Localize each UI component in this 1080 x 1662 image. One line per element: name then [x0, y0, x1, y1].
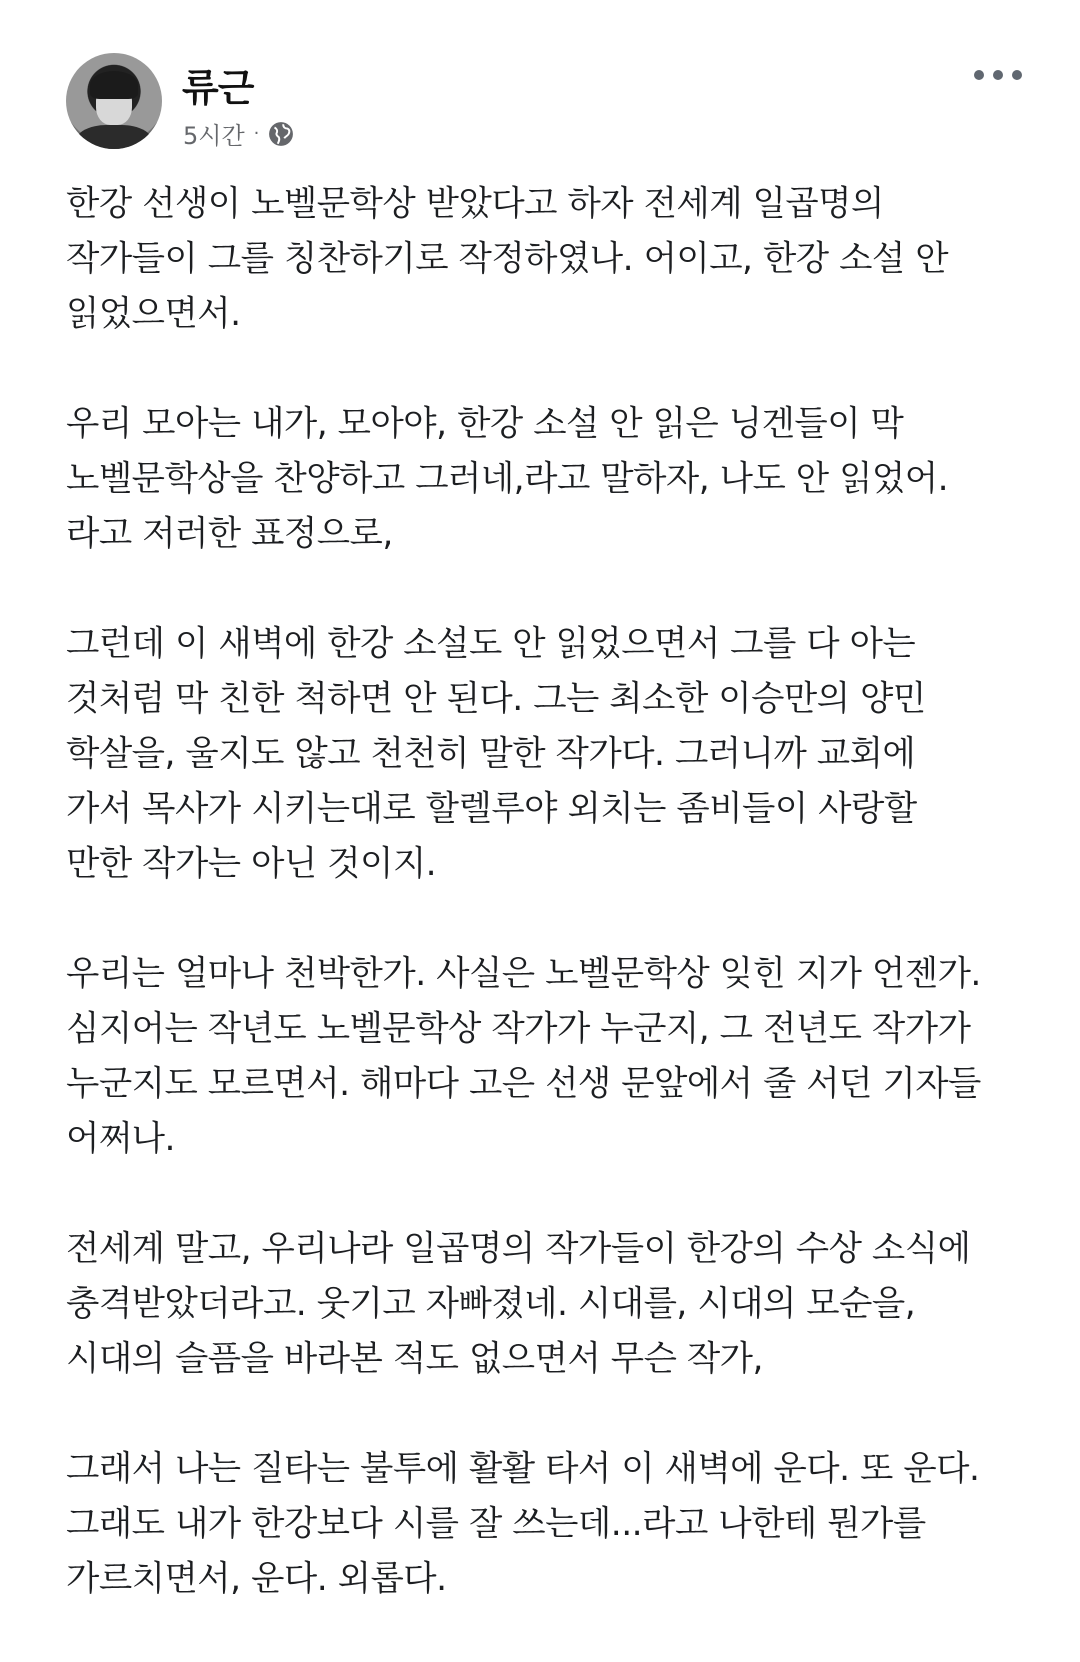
author-name[interactable]: 류근 — [182, 66, 254, 110]
globe-icon[interactable] — [268, 121, 294, 147]
post-text-line: 가서 목사가 시키는대로 할렐루야 외치는 좀비들이 사랑할 — [66, 789, 917, 829]
post-text-line: 충격받았더라고. 웃기고 자빠졌네. 시대를, 시대의 모순을, — [66, 1284, 916, 1324]
post-text-line: 누군지도 모르면서. 해마다 고은 선생 문앞에서 줄 서던 기자들 — [66, 1064, 981, 1104]
post-text-line: 심지어는 작년도 노벨문학상 작가가 누군지, 그 전년도 작가가 — [66, 1009, 971, 1049]
avatar[interactable] — [66, 53, 162, 149]
post-text-line: 읽었으면서. — [66, 294, 241, 334]
post-paragraph — [66, 177, 1026, 342]
post-meta — [183, 116, 294, 151]
post-text-line: 만한 작가는 아닌 것이지. — [66, 844, 437, 884]
post-paragraph — [66, 947, 1026, 1167]
post-text-line: 그래서 나는 질타는 불투에 활활 타서 이 새벽에 운다. 또 운다. — [66, 1449, 980, 1489]
more-dot — [1012, 70, 1022, 80]
post-text-line: 것처럼 막 친한 척하면 안 된다. 그는 최소한 이승만의 양민 — [66, 679, 926, 719]
post-header — [66, 53, 1026, 153]
post-time[interactable]: 5시간 — [183, 122, 245, 150]
post-text-line: 학살을, 울지도 않고 천천히 말한 작가다. 그러니까 교회에 — [66, 734, 916, 774]
post-text-line: 우리는 얼마나 천박한가. 사실은 노벨문학상 잊힌 지가 언젠가. — [66, 954, 981, 994]
meta-separator: · — [253, 123, 260, 144]
post-text-line: 그래도 내가 한강보다 시를 잘 쓰는데...라고 나한테 뭔가를 — [66, 1504, 926, 1544]
post-text-line: 전세계 말고, 우리나라 일곱명의 작가들이 한강의 수상 소식에 — [66, 1229, 971, 1269]
post-paragraph — [66, 1442, 1026, 1607]
avatar-hair-shape — [90, 71, 138, 99]
more-dot — [993, 70, 1003, 80]
post-paragraph — [66, 397, 1026, 562]
post-paragraph — [66, 1222, 1026, 1387]
post-text-line: 그런데 이 새벽에 한강 소설도 안 읽었으면서 그를 다 아는 — [66, 624, 916, 664]
more-dot — [974, 70, 984, 80]
post-text-line: 라고 저러한 표정으로, — [66, 514, 393, 554]
post-text-line: 작가들이 그를 칭찬하기로 작정하였나. 어이고, 한강 소설 안 — [66, 239, 949, 279]
post-text-line: 가르치면서, 운다. 외롭다. — [66, 1559, 447, 1599]
more-options-icon[interactable] — [974, 65, 1022, 85]
post-text-line: 한강 선생이 노벨문학상 받았다고 하자 전세계 일곱명의 — [66, 184, 884, 224]
post-body — [66, 177, 1026, 1662]
post-paragraph — [66, 617, 1026, 892]
post-text-line: 노벨문학상을 찬양하고 그러네,라고 말하자, 나도 안 읽었어. — [66, 459, 949, 499]
post-text-line: 어쩌나. — [66, 1119, 175, 1159]
post-text-line: 시대의 슬픔을 바라본 적도 없으면서 무슨 작가, — [66, 1339, 763, 1379]
post-text-line: 우리 모아는 내가, 모아야, 한강 소설 안 읽은 닝겐들이 막 — [66, 404, 904, 444]
avatar-body-shape — [76, 125, 152, 149]
